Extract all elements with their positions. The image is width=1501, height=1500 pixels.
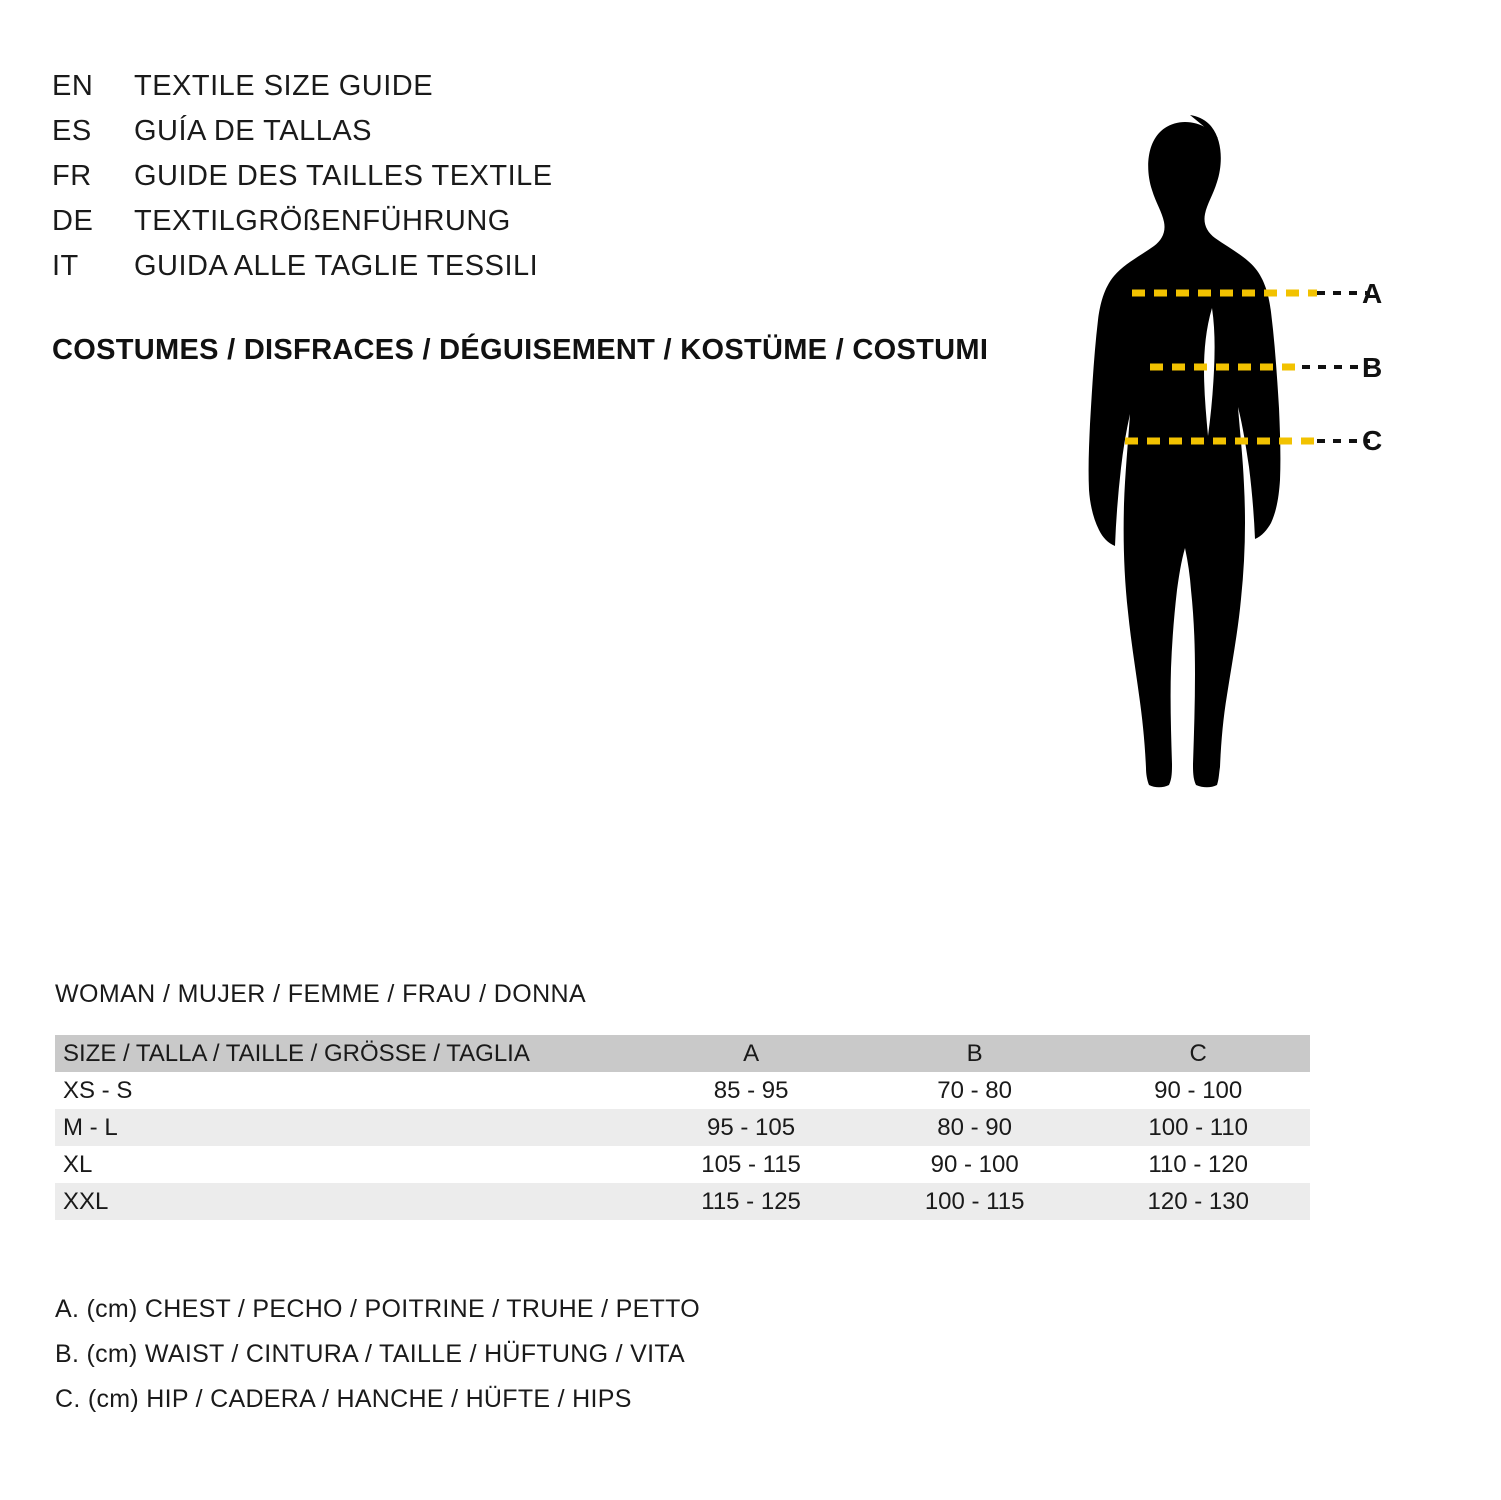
cell-waist: 80 - 90	[937, 1113, 1012, 1141]
language-row	[52, 70, 1052, 115]
legend-item-c: C. (cm) HIP / CADERA / HANCHE / HÜFTE / HIPS	[55, 1385, 632, 1413]
legend-item-b: B. (cm) WAIST / CINTURA / TAILLE / HÜFTUNG / VITA	[55, 1340, 686, 1368]
cell-chest: 95 - 105	[707, 1113, 796, 1141]
marker-label-c: C	[1362, 425, 1383, 456]
cell-size: XL	[63, 1150, 93, 1178]
cell-waist: 100 - 115	[924, 1187, 1025, 1215]
cell-size: XXL	[63, 1187, 109, 1215]
cell-chest: 85 - 95	[713, 1076, 789, 1104]
legend-item-a: A. (cm) CHEST / PECHO / POITRINE / TRUHE / PETTO	[55, 1295, 701, 1323]
table-row	[55, 1072, 1310, 1109]
cell-hip: 100 - 110	[1148, 1113, 1249, 1141]
language-title: TEXTILE SIZE GUIDE	[134, 70, 434, 102]
table-header-row	[55, 1035, 1310, 1072]
column-header-c: C	[1189, 1039, 1207, 1067]
language-row	[52, 205, 1052, 250]
woman-silhouette-icon	[1040, 60, 1460, 940]
language-title: TEXTILGRÖßENFÜHRUNG	[134, 205, 511, 237]
marker-label-a: A	[1362, 278, 1383, 309]
language-code: EN	[52, 70, 94, 102]
cell-waist: 90 - 100	[930, 1150, 1019, 1178]
measurement-figure	[1040, 60, 1460, 940]
cell-hip: 120 - 130	[1147, 1187, 1249, 1215]
measurement-legend	[55, 1295, 700, 1430]
size-table	[55, 1035, 1310, 1220]
language-row	[52, 115, 1052, 160]
cell-hip: 110 - 120	[1148, 1150, 1249, 1178]
category-heading: COSTUMES / DISFRACES / DÉGUISEMENT / KOSTÜME / COSTUMI	[52, 334, 989, 366]
language-title: GUIDA ALLE TAGLIE TESSILI	[134, 250, 539, 282]
language-row	[52, 160, 1052, 205]
table-row	[55, 1183, 1310, 1220]
column-header-a: A	[743, 1039, 760, 1067]
column-header-b: B	[966, 1039, 983, 1067]
table-title: WOMAN / MUJER / FEMME / FRAU / DONNA	[55, 980, 587, 1008]
column-header-size: SIZE / TALLA / TAILLE / GRÖSSE / TAGLIA	[63, 1039, 530, 1067]
cell-chest: 105 - 115	[701, 1150, 801, 1178]
language-title: GUIDE DES TAILLES TEXTILE	[134, 160, 553, 192]
language-title: GUÍA DE TALLAS	[134, 115, 373, 147]
language-row	[52, 250, 1052, 295]
cell-size: XS - S	[63, 1076, 133, 1104]
cell-chest: 115 - 125	[701, 1187, 801, 1215]
language-code: IT	[52, 250, 79, 282]
language-code: ES	[52, 115, 92, 147]
cell-hip: 90 - 100	[1154, 1076, 1243, 1104]
language-code: FR	[52, 160, 92, 192]
table-row	[55, 1109, 1310, 1146]
table-row	[55, 1146, 1310, 1183]
marker-label-b: B	[1362, 352, 1383, 383]
language-code: DE	[52, 205, 94, 237]
cell-size: M - L	[63, 1113, 118, 1141]
cell-waist: 70 - 80	[937, 1076, 1012, 1104]
language-title-block	[52, 70, 1052, 295]
